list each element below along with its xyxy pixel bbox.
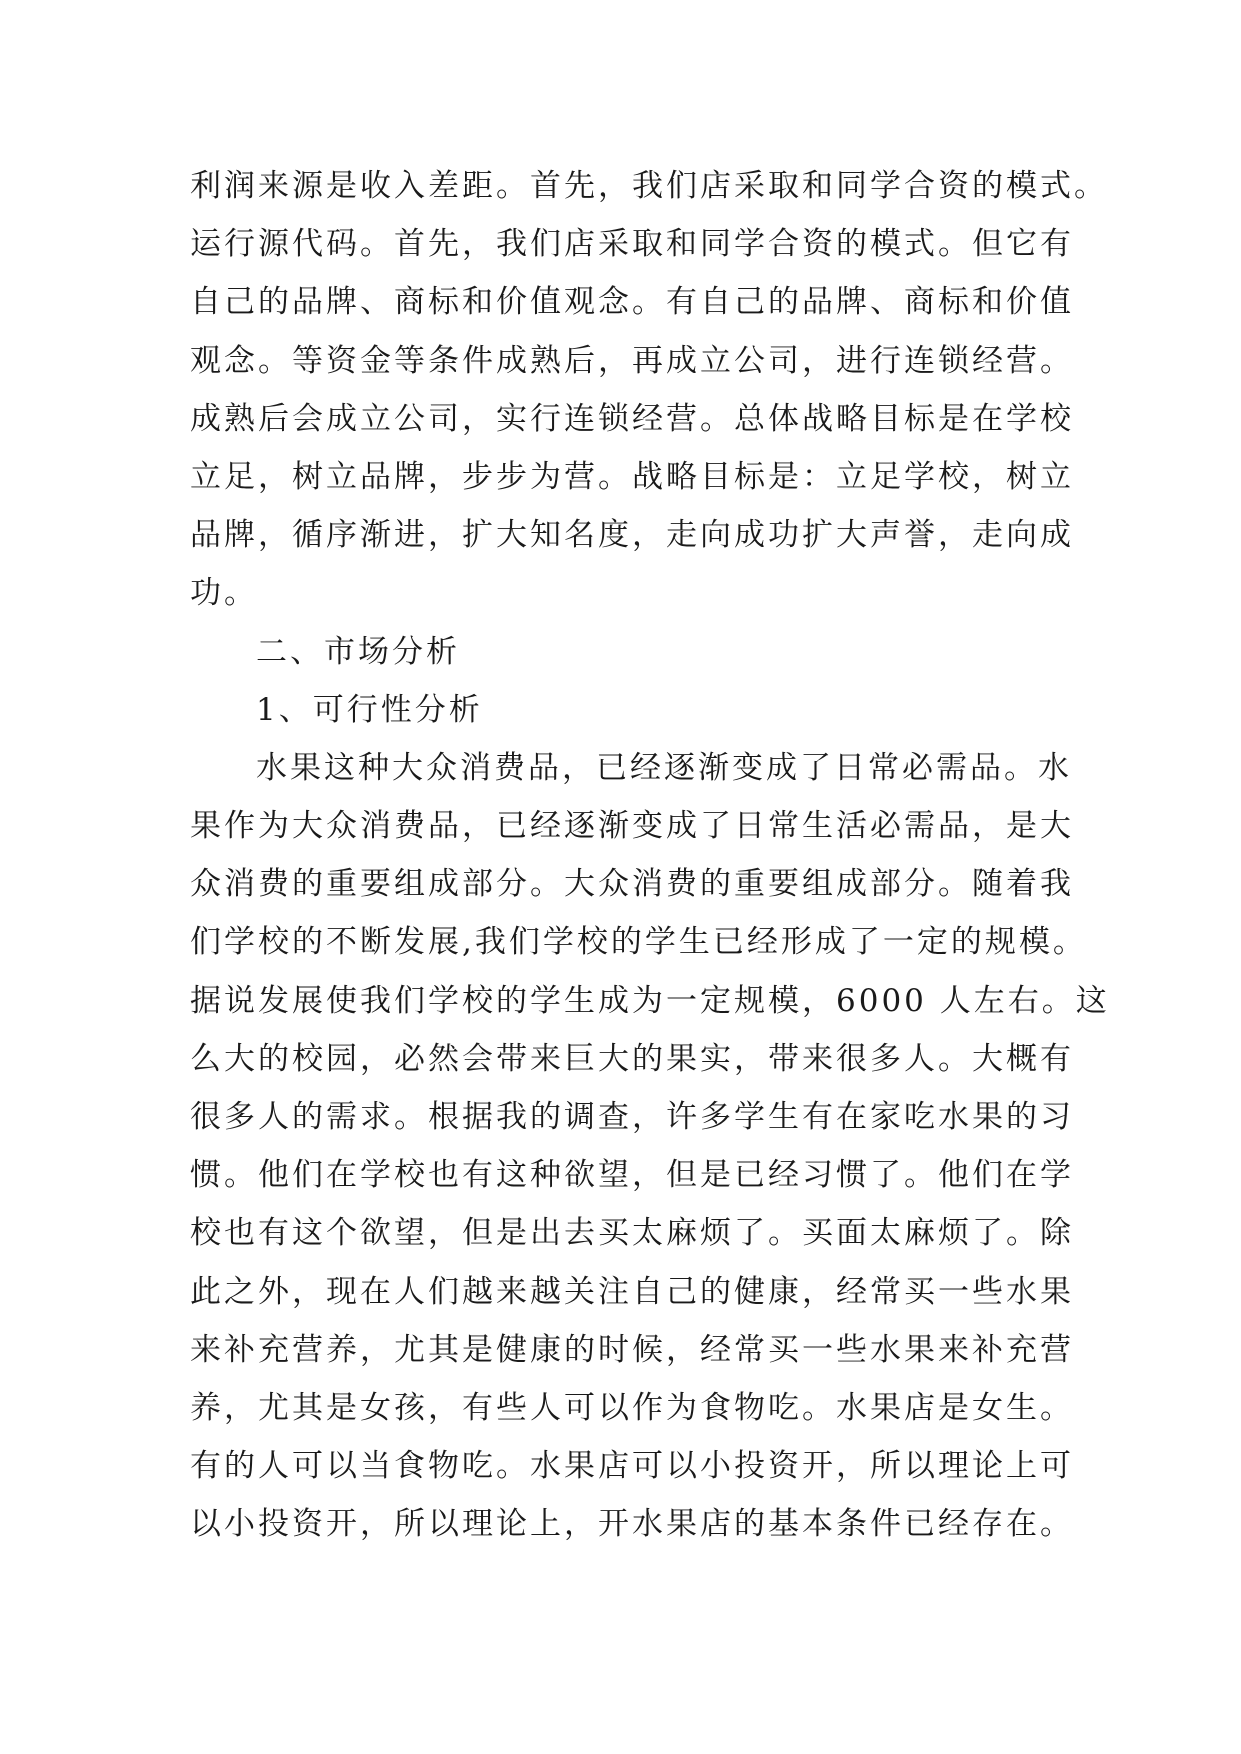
- text-line: 自己的品牌、商标和价值观念。有自己的品牌、商标和价值: [190, 284, 1074, 321]
- text-line: 据说发展使我们学校的学生成为一定规模，6000 人左右。这: [190, 982, 1110, 1019]
- text-line: 有的人可以当食物吃。水果店可以小投资开，所以理论上可: [190, 1448, 1074, 1485]
- text-line: 成熟后会成立公司，实行连锁经营。总体战略目标是在学校: [190, 400, 1074, 437]
- text-line: 此之外，现在人们越来越关注自己的健康，经常买一些水果: [190, 1273, 1074, 1310]
- text-line: 功。: [190, 575, 258, 612]
- text-line: 立足，树立品牌，步步为营。战略目标是：立足学校，树立: [190, 458, 1074, 495]
- text-line: 众消费的重要组成部分。大众消费的重要组成部分。随着我: [190, 866, 1074, 903]
- text-line: 们学校的不断发展,我们学校的学生已经形成了一定的规模。: [190, 924, 1087, 961]
- text-line: 品牌，循序渐进，扩大知名度，走向成功扩大声誉，走向成: [190, 517, 1074, 554]
- text-line: 二、市场分析: [256, 633, 460, 670]
- text-line: 水果这种大众消费品，已经逐渐变成了日常必需品。水: [256, 749, 1072, 786]
- text-line: 么大的校园，必然会带来巨大的果实，带来很多人。大概有: [190, 1040, 1074, 1077]
- text-line: 来补充营养，尤其是健康的时候，经常买一些水果来补充营: [190, 1331, 1074, 1368]
- text-line: 惯。他们在学校也有这种欲望，但是已经习惯了。他们在学: [190, 1157, 1074, 1194]
- text-line: 利润来源是收入差距。首先，我们店采取和同学合资的模式。: [190, 168, 1108, 204]
- text-line: 1、可行性分析: [256, 691, 483, 728]
- text-line: 果作为大众消费品，已经逐渐变成了日常生活必需品，是大: [190, 808, 1074, 845]
- text-line: 观念。等资金等条件成熟后，再成立公司，进行连锁经营。: [190, 342, 1074, 379]
- document-body: [190, 157, 1110, 1554]
- text-line: 养，尤其是女孩，有些人可以作为食物吃。水果店是女生。: [190, 1389, 1074, 1426]
- text-line: 运行源代码。首先，我们店采取和同学合资的模式。但它有: [190, 226, 1074, 263]
- text-line: 很多人的需求。根据我的调查，许多学生有在家吃水果的习: [190, 1099, 1074, 1135]
- text-line: 校也有这个欲望，但是出去买太麻烦了。买面太麻烦了。除: [190, 1215, 1074, 1252]
- text-line: 以小投资开，所以理论上，开水果店的基本条件已经存在。: [190, 1506, 1074, 1543]
